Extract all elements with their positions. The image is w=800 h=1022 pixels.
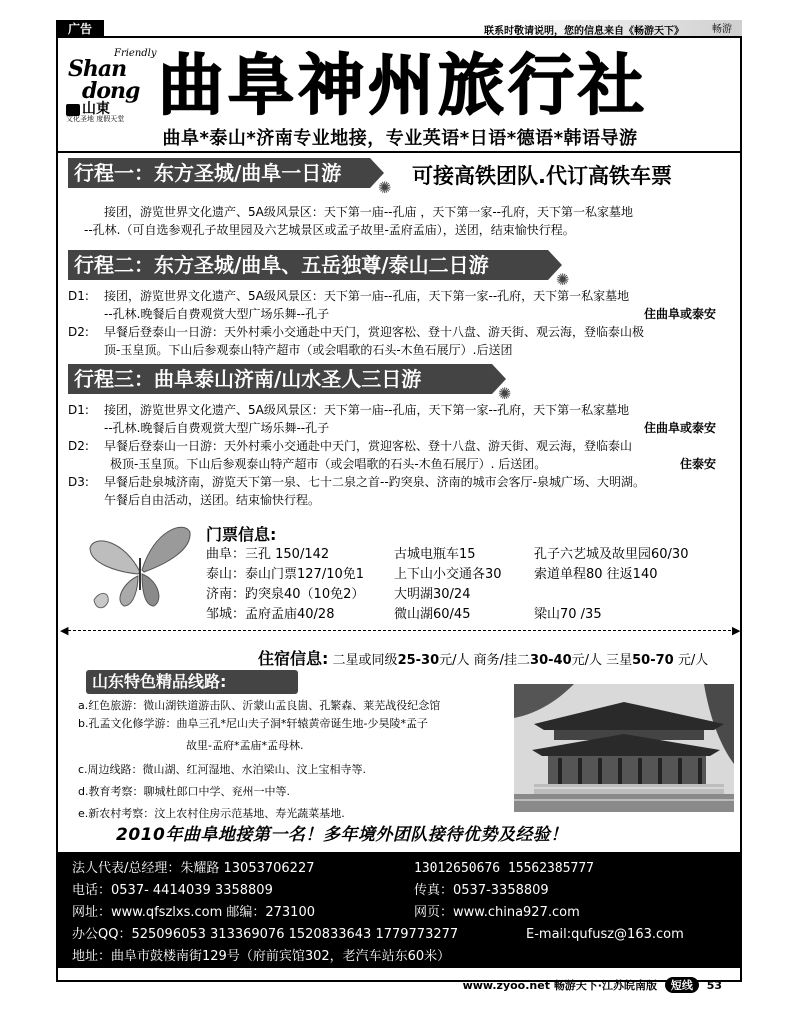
- trip2-d1-line1: 接团，游览世界文化遗产、5A级风景区：天下第一庙--孔庙，天下第一家--孔府，天下第一私家墓地: [104, 289, 630, 303]
- arrow-left-icon: ◀: [60, 624, 69, 637]
- trip3-d3-line2: 午餐后自由活动，送团。结束愉快行程。: [104, 493, 321, 507]
- lodging-text: 元/人 三星: [571, 653, 633, 668]
- trip3-d2-stay: 住泰安: [680, 457, 717, 471]
- footer-tag: 短线: [665, 977, 699, 993]
- trip1-line1: 接团，游览世界文化遗产、5A级风景区：天下第一庙--孔庙 ，天下第一家--孔府，天下第一私家墓地: [104, 205, 633, 219]
- flower-icon: ✺: [378, 178, 392, 197]
- ticket-cell: 济南：趵突泉40（10免2）: [206, 587, 365, 602]
- logo-shandong-text: 山東: [82, 101, 110, 117]
- telephone: 电话：0537- 4414039 3358809: [72, 883, 273, 898]
- slogan: 2010年曲阜地接第一名！多年境外团队接待优势及经验！: [116, 825, 568, 845]
- lodging-price: 25-30: [397, 653, 440, 668]
- trip3-d2-label: D2:: [68, 439, 89, 453]
- logo-slogan: 文化圣地 度假天堂: [66, 115, 125, 123]
- legal-representative: 法人代表/总经理：朱耀路 13053706227: [72, 861, 315, 876]
- route-item: a.红色旅游：微山湖铁道游击队、沂蒙山孟良崮、孔繁森、莱芜战役纪念馆: [78, 699, 441, 712]
- route-item: b.孔孟文化修学游：曲阜三孔*尼山夫子洞*轩辕黄帝诞生地-少昊陵*孟子: [78, 717, 428, 730]
- trip3-d1-line1: 接团，游览世界文化遗产、5A级风景区：天下第一庙--孔庙，天下第一家--孔府，天下第一私家墓地: [104, 403, 630, 417]
- flower-icon: ✺: [498, 384, 512, 403]
- logo-friendly: Friendly: [114, 48, 157, 59]
- ticket-cell: 微山湖60/45: [394, 607, 471, 622]
- trip2-d1-stay: 住曲阜或泰安: [644, 307, 717, 321]
- ad-tag: 广告: [56, 20, 104, 38]
- route-item: e.新农村考察：汶上农村住房示范基地、寿光蔬菜基地.: [78, 807, 345, 820]
- page-number: 53: [706, 979, 722, 992]
- trip2-d2-label: D2:: [68, 325, 89, 339]
- agency-title: 曲阜神州旅行社: [158, 47, 648, 124]
- logo-shan: Shan: [68, 56, 127, 82]
- butterfly-icon: [84, 520, 194, 616]
- footer-site: www.zyoo.net: [462, 979, 550, 992]
- footer-magazine: 畅游天下·江苏皖南版: [553, 979, 657, 992]
- ticket-cell: 邹城：孟府孟庙40/28: [206, 607, 335, 622]
- ticket-cell: 大明湖30/24: [394, 587, 471, 602]
- ticket-cell: 泰山：泰山门票127/10免1: [206, 567, 365, 582]
- contact-block: [58, 852, 740, 968]
- trip2-heading: 行程二：东方圣城/曲阜、五岳独尊/泰山二日游: [68, 250, 548, 280]
- lodging-text: 元/人: [673, 653, 709, 668]
- lodging-text: 元/人 商务/挂二: [439, 653, 531, 668]
- source-notice: 联系时敬请说明，您的信息来自《畅游天下》: [484, 26, 684, 37]
- flower-icon: ✺: [556, 270, 570, 289]
- tickets-title: 门票信息:: [206, 525, 277, 544]
- header-rule: [58, 151, 740, 153]
- ticket-cell: 曲阜：三孔 150/142: [206, 547, 330, 562]
- high-speed-rail-note: 可接高铁团队.代订高铁车票: [412, 164, 672, 188]
- email: E-mail:qufusz@163.com: [526, 927, 684, 942]
- arrow-right-icon: ▶: [732, 624, 741, 637]
- ticket-cell: 上下山小交通各30: [394, 567, 502, 582]
- fax: 传真：0537-3358809: [414, 883, 549, 898]
- ticket-cell: 索道单程80 往返140: [534, 567, 658, 582]
- trip2-d2-line2: 顶-玉皇顶。下山后参观泰山特产超市（或会唱歌的石头-木鱼石展厅）.后送团: [104, 343, 513, 357]
- ticket-cell: 古城电瓶车15: [394, 547, 476, 562]
- route-item: c.周边线路：微山湖、红河湿地、水泊梁山、汶上宝相寺等.: [78, 763, 367, 776]
- trip3-d2-line1: 早餐后登泰山一日游：天外村乘小交通赴中天门，赏迎客松、登十八盘、游天街、观云海，登临泰山: [104, 439, 633, 453]
- trip3-d2-line2: 极顶-玉皇顶。下山后参观泰山特产超市（或会唱歌的石头-木鱼石展厅）. 后送团。: [110, 457, 547, 471]
- ticket-cell: 梁山70 /35: [534, 607, 602, 622]
- trip2-d1-label: D1:: [68, 289, 89, 303]
- office-qq: 办公QQ：525096053 313369076 1520833643 1779773277: [72, 927, 459, 942]
- trip3-d1-stay: 住曲阜或泰安: [644, 421, 717, 435]
- lodging-price: 50-70: [632, 653, 674, 668]
- agency-subtitle: 曲阜*泰山*济南专业地接，专业英语*日语*德语*韩语导游: [162, 128, 638, 149]
- trip2-d1-line2: --孔林.晚餐后自费观赏大型广场乐舞--孔子: [104, 307, 330, 321]
- route-item: d.教育考察：聊城杜郎口中学、兖州一中等.: [78, 785, 290, 798]
- ticket-cell: 孔子六艺城及故里园60/30: [534, 547, 689, 562]
- trip3-d3-label: D3:: [68, 475, 89, 489]
- routes-heading: 山东特色精品线路:: [86, 670, 298, 694]
- lodging-info: [258, 646, 708, 669]
- webpage: 网页：www.china927.com: [414, 905, 580, 920]
- trip3-d1-line2: --孔林.晚餐后自费观赏大型广场乐舞--孔子: [104, 421, 330, 435]
- dashed-divider: [68, 630, 736, 631]
- temple-photo: [514, 684, 734, 812]
- lodging-price: 30-40: [530, 653, 572, 668]
- page-footer: [463, 977, 722, 993]
- magazine-corner-logo: 畅游: [712, 24, 732, 35]
- mobile-numbers: 13012650676 15562385777: [414, 861, 595, 876]
- lodging-text: 二星或同级: [332, 653, 398, 668]
- route-item: 故里-孟府*孟庙*孟母林.: [186, 739, 304, 752]
- lodging-title: 住宿信息:: [258, 649, 329, 668]
- trip1-line2: --孔林.（可自选参观孔子故里园及六艺城景区或孟子故里-孟府孟庙），送团，结束愉快行程。: [84, 223, 575, 237]
- website-postcode: 网址：www.qfszlxs.com 邮编：273100: [72, 905, 315, 920]
- trip3-d3-line1: 早餐后赴泉城济南，游览天下第一泉、七十二泉之首--趵突泉、济南的城市会客厅-泉城广场、大明湖。: [104, 475, 645, 489]
- trip3-d1-label: D1:: [68, 403, 89, 417]
- trip3-heading: 行程三：曲阜泰山济南/山水圣人三日游: [68, 364, 492, 394]
- logo-dong: dong: [82, 78, 140, 104]
- trip1-heading: 行程一：东方圣城/曲阜一日游: [68, 158, 370, 188]
- shandong-logo: [66, 48, 156, 122]
- top-strip: [56, 20, 742, 38]
- address: 地址：曲阜市鼓楼南街129号（府前宾馆302，老汽车站东60米）: [72, 949, 451, 964]
- trip2-d2-line1: 早餐后登泰山一日游：天外村乘小交通赴中天门，赏迎客松、登十八盘、游天街、观云海，登临泰山极: [104, 325, 645, 339]
